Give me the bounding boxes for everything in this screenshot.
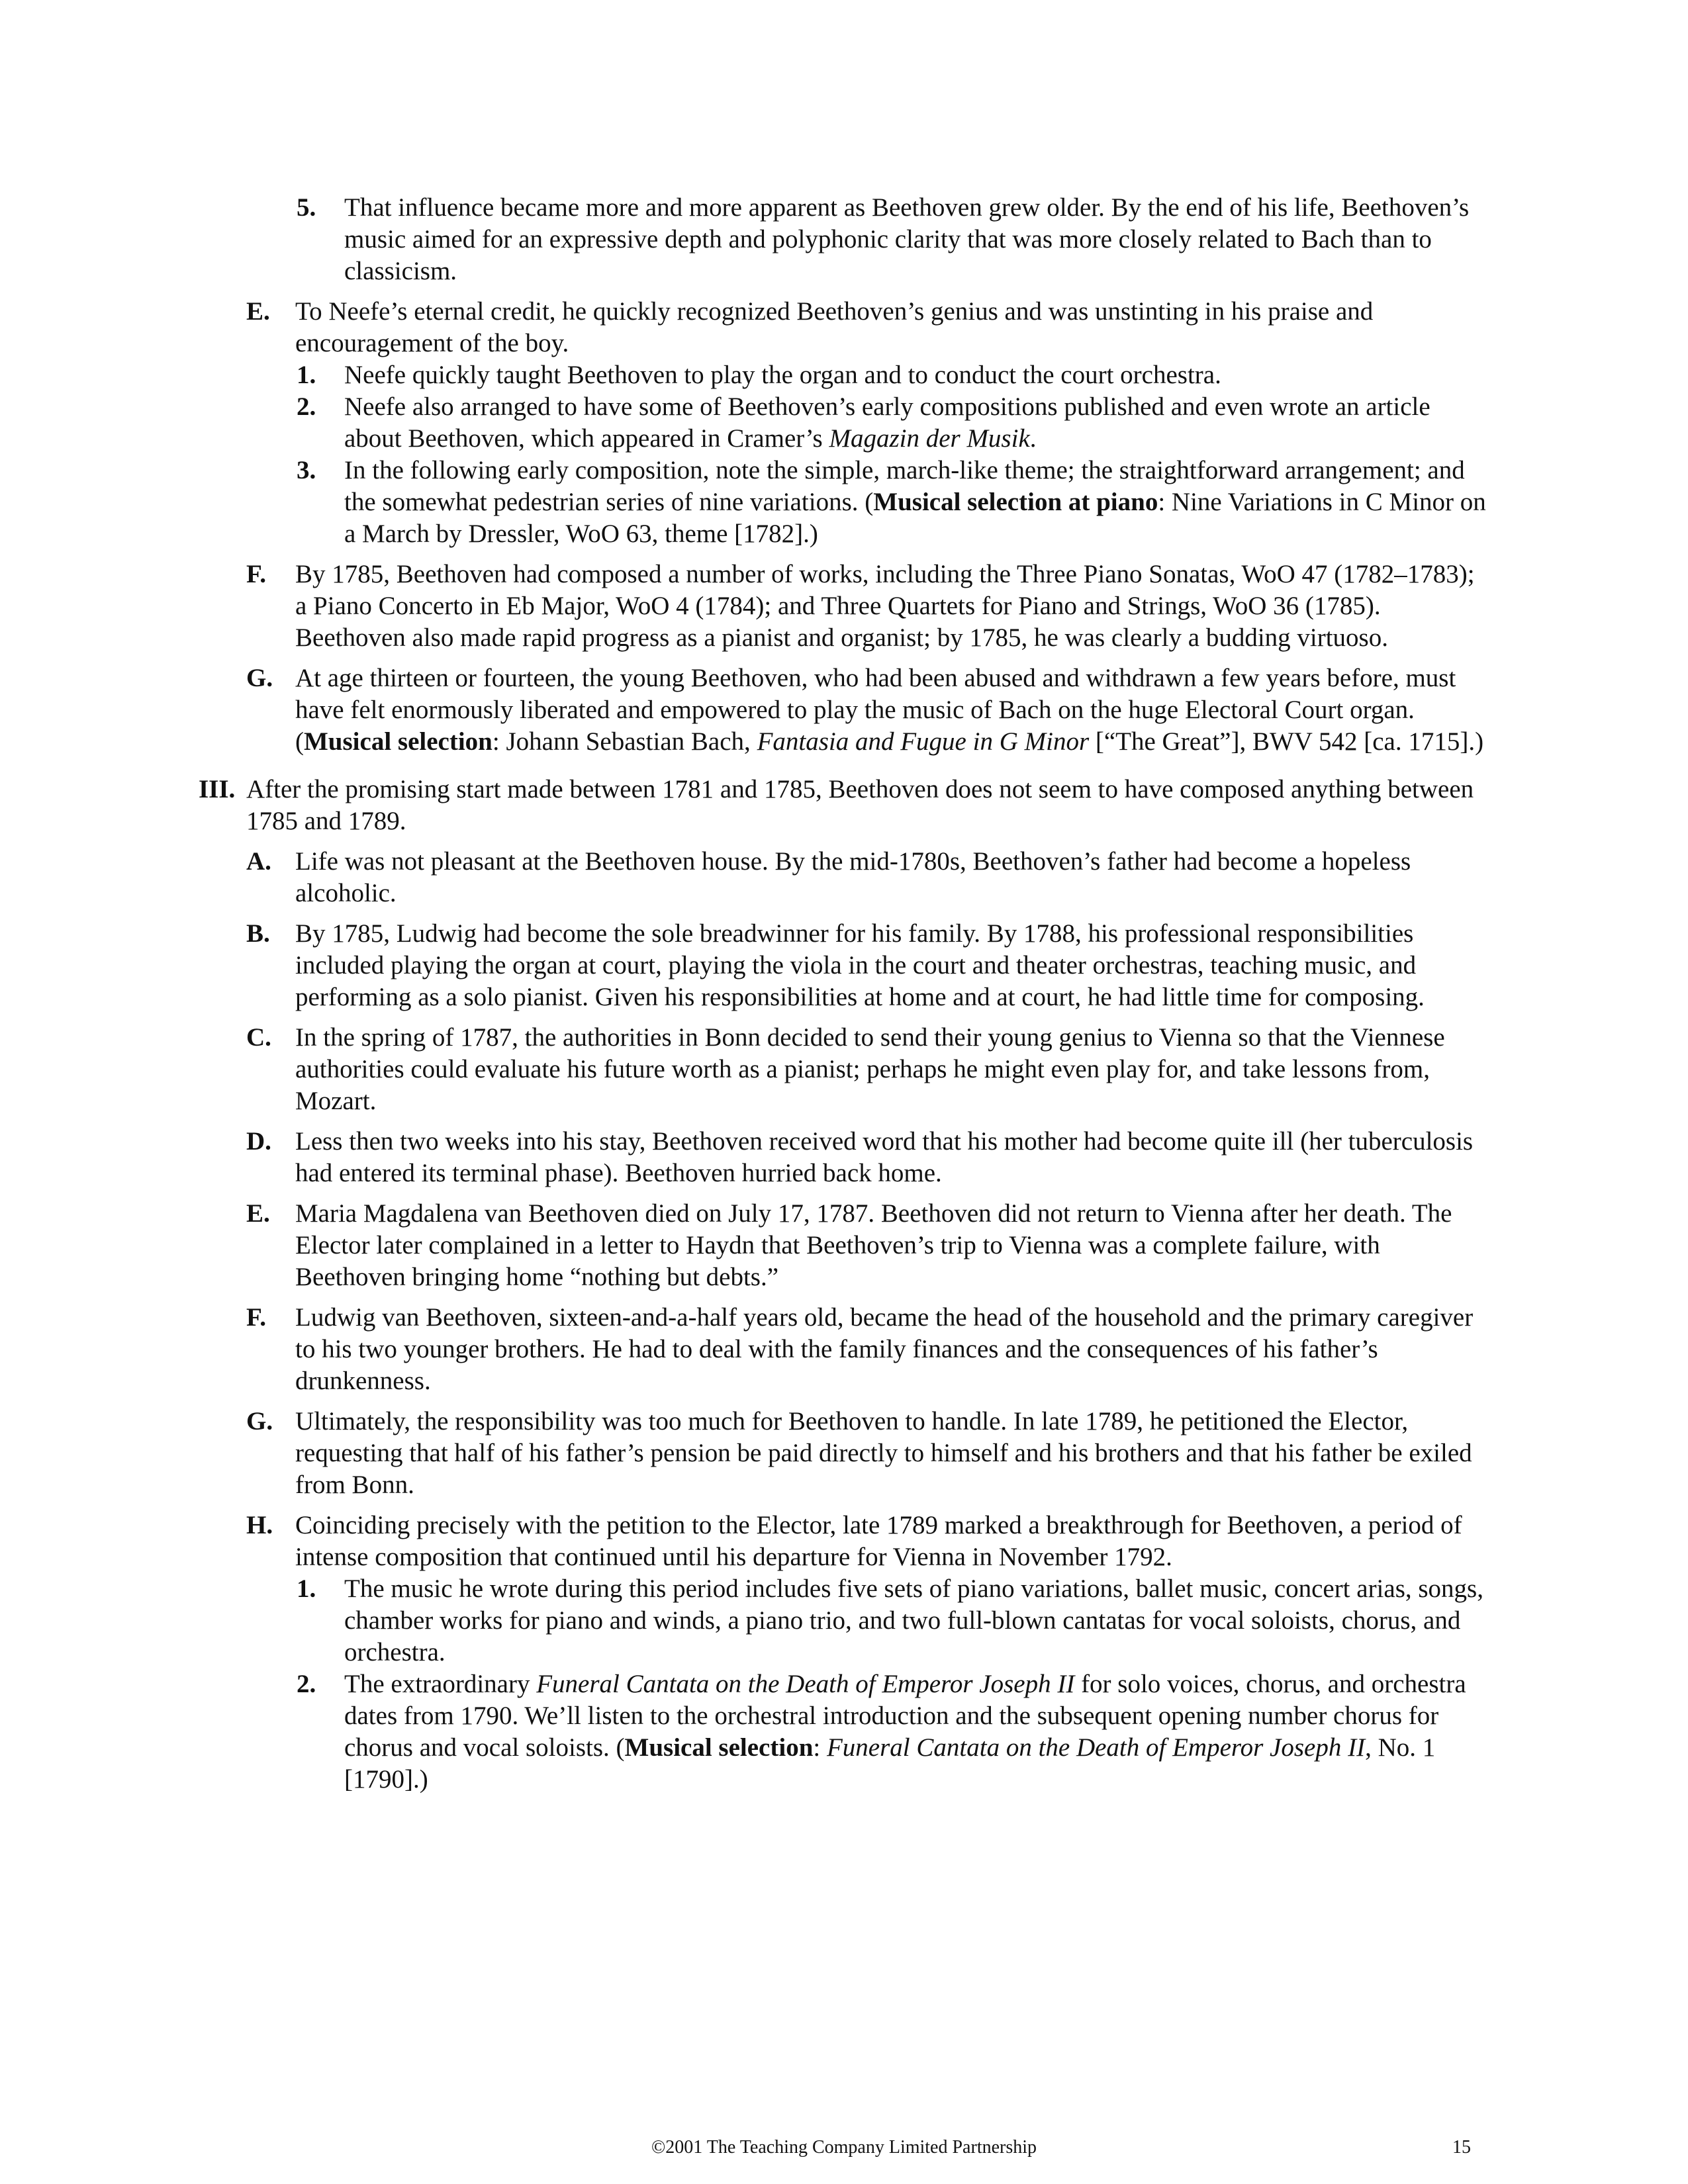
item-label: B. bbox=[246, 919, 270, 948]
copyright-notice: ©2001 The Teaching Company Limited Partnership bbox=[651, 2137, 1037, 2158]
page-number: 15 bbox=[1452, 2137, 1471, 2158]
outline-body bbox=[0, 192, 1688, 1796]
musical-selection-label: Musical selection bbox=[304, 727, 492, 756]
outline-item-III-H bbox=[0, 1510, 1487, 1573]
item-label: A. bbox=[246, 847, 271, 876]
outline-item-II-E bbox=[0, 296, 1487, 359]
outline-item-III-H-2 bbox=[0, 1668, 1486, 1796]
item-text: Ultimately, the responsibility was too much for Beethoven to handle. In late 1789, he petitioned the Elector, requesting that half of his father’s pension be paid directly to himself and his brothers and that his father be exiled from Bonn. bbox=[295, 1407, 1472, 1499]
item-text: In the following early composition, note the simple, march-like theme; the straightforward arrangement; and the somewhat pedestrian series of nine variations. (Musical selection at piano: Nine Variations in C Minor on a March by Dressler, WoO 63, theme [1782].) bbox=[344, 456, 1486, 548]
item-text: At age thirteen or fourteen, the young Beethoven, who had been abused and withdrawn a few years before, must have felt enormously liberated and empowered to play the music of Bach on the huge Electoral Court organ. (Musical selection: Johann Sebastian Bach, Fantasia and Fugue in G Minor [“The Great”], BWV 542 [ca. 1715].) bbox=[295, 664, 1484, 756]
item-label: 3. bbox=[297, 456, 316, 484]
item-text: Less then two weeks into his stay, Beethoven received word that his mother had become quite ill (her tuberculosis had entered its terminal phase). Beethoven hurried back home. bbox=[295, 1127, 1474, 1187]
item-text: Ludwig van Beethoven, sixteen-and-a-half years old, became the head of the household and the primary caregiver to his two younger brothers. He had to deal with the family finances and the consequences of his father’s drunkenness. bbox=[295, 1303, 1474, 1395]
item-text: By 1785, Beethoven had composed a number of works, including the Three Piano Sonatas, WoO 47 (1782–1783); a Piano Concerto in Eb Major, WoO 4 (1784); and Three Quartets for Piano and Strings, WoO 36 (1785). Beethoven also made rapid progress as a pianist and organist; by 1785, he was clearly a budding virtuoso. bbox=[295, 560, 1475, 652]
item-text: The extraordinary Funeral Cantata on the Death of Emperor Joseph II for solo voices, chorus, and orchestra dates from 1790. We’ll listen to the orchestral introduction and the subsequent opening number chorus for chorus and vocal soloists. (Musical selection: Funeral Cantata on the Death of Emperor Joseph II, No. 1 [1790].) bbox=[344, 1670, 1466, 1794]
outline-item-III-C bbox=[0, 1022, 1487, 1117]
item-label: E. bbox=[246, 297, 270, 326]
item-label: H. bbox=[246, 1511, 273, 1539]
item-text: To Neefe’s eternal credit, he quickly recognized Beethoven’s genius and was unstinting in his praise and encouragement of the boy. bbox=[295, 297, 1374, 357]
magazine-title: Magazin der Musik bbox=[829, 424, 1030, 453]
item-text: Neefe also arranged to have some of Beethoven’s early compositions published and even wrote an article about Beethoven, which appeared in Cramer’s Magazin der Musik. bbox=[344, 392, 1430, 453]
item-text: Neefe quickly taught Beethoven to play the organ and to conduct the court orchestra. bbox=[344, 361, 1221, 389]
outline-item-III-H-1 bbox=[0, 1573, 1486, 1668]
item-label: G. bbox=[246, 1407, 273, 1435]
item-text: Coinciding precisely with the petition to the Elector, late 1789 marked a breakthrough for Beethoven, a period of intense composition that continued until his departure for Vienna in November 1792. bbox=[295, 1511, 1462, 1571]
outline-item-III-G bbox=[0, 1406, 1487, 1501]
item-label: 2. bbox=[297, 392, 316, 421]
item-label: C. bbox=[246, 1023, 271, 1052]
outline-item-II-G bbox=[0, 662, 1487, 758]
item-text: By 1785, Ludwig had become the sole breadwinner for his family. By 1788, his professional responsibilities included playing the organ at court, playing the viola in the court and theater orchestras, teaching music, and performing as a solo pianist. Given his responsibilities at home and at court, he had little time for composing. bbox=[295, 919, 1425, 1011]
outline-item-III-E bbox=[0, 1198, 1487, 1293]
item-label: F. bbox=[246, 1303, 266, 1332]
outline-item-III-B bbox=[0, 918, 1487, 1013]
item-text: After the promising start made between 1781 and 1785, Beethoven does not seem to have composed anything between 1785 and 1789. bbox=[246, 775, 1474, 835]
work-title: Funeral Cantata on the Death of Emperor Joseph II bbox=[826, 1733, 1366, 1762]
outline-item-III-D bbox=[0, 1126, 1487, 1189]
musical-selection-label: Musical selection bbox=[624, 1733, 814, 1762]
outline-item-II-E-3 bbox=[0, 455, 1486, 550]
item-label: G. bbox=[246, 664, 273, 692]
outline-item-II-F bbox=[0, 559, 1487, 654]
item-label: III. bbox=[199, 775, 236, 803]
item-label: 1. bbox=[297, 361, 316, 389]
outline-item-II-E-1 bbox=[0, 359, 1486, 391]
work-title: Fantasia and Fugue in G Minor bbox=[757, 727, 1090, 756]
item-label: 5. bbox=[297, 193, 316, 222]
item-text: In the spring of 1787, the authorities in Bonn decided to send their young genius to Vienna so that the Viennese authorities could evaluate his future worth as a pianist; perhaps he might even play for, and take lessons from, Mozart. bbox=[295, 1023, 1445, 1115]
outline-item-II-D-5 bbox=[0, 192, 1486, 287]
item-label: E. bbox=[246, 1199, 270, 1228]
musical-selection-label: Musical selection at piano bbox=[873, 488, 1158, 516]
outline-item-III-A bbox=[0, 846, 1487, 909]
outline-item-III-F bbox=[0, 1302, 1487, 1397]
item-text: Life was not pleasant at the Beethoven house. By the mid-1780s, Beethoven’s father had become a hopeless alcoholic. bbox=[295, 847, 1411, 907]
item-text: That influence became more and more apparent as Beethoven grew older. By the end of his life, Beethoven’s music aimed for an expressive depth and polyphonic clarity that was more closely related to Bach than to classicism. bbox=[344, 193, 1470, 285]
outline-item-III bbox=[0, 774, 1487, 837]
item-label: D. bbox=[246, 1127, 271, 1156]
item-label: 1. bbox=[297, 1574, 316, 1603]
item-text: The music he wrote during this period includes five sets of piano variations, ballet music, concert arias, songs, chamber works for piano and winds, a piano trio, and two full-blown cantatas for vocal soloists, chorus, and orchestra. bbox=[344, 1574, 1483, 1666]
item-label: 2. bbox=[297, 1670, 316, 1698]
item-label: F. bbox=[246, 560, 266, 588]
item-text: Maria Magdalena van Beethoven died on July 17, 1787. Beethoven did not return to Vienna after her death. The Elector later complained in a letter to Haydn that Beethoven’s trip to Vienna was a complete failure, with Beethoven bringing home “nothing but debts.” bbox=[295, 1199, 1452, 1291]
work-title: Funeral Cantata on the Death of Emperor Joseph II bbox=[536, 1670, 1075, 1698]
outline-item-II-E-2 bbox=[0, 391, 1486, 455]
